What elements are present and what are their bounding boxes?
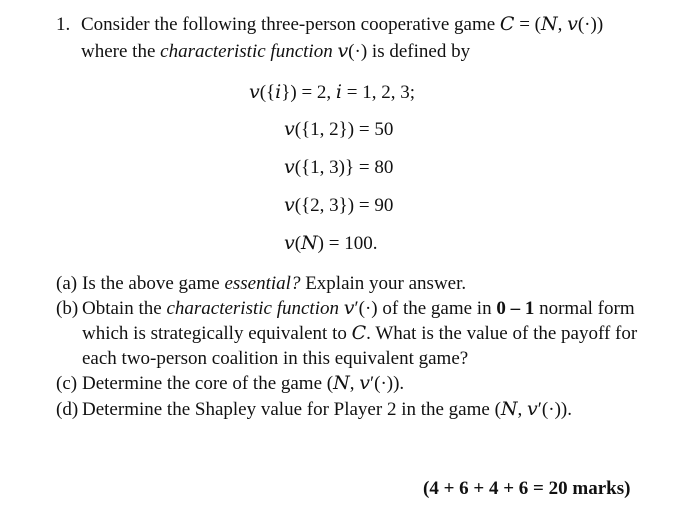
- equation-coalition-13: 𝑣({1, 3)} = 80: [284, 157, 394, 178]
- part-b-label: (b): [56, 298, 79, 319]
- intro-line2-pre: where the: [81, 41, 161, 62]
- equation-coalition-12: 𝑣({1, 2}) = 50: [284, 119, 394, 140]
- equation-singletons: 𝑣({𝑖}) = 2, 𝑖 = 1, 2, 3;: [249, 82, 415, 103]
- intro-line2-post: 𝑣(·) is defined by: [332, 41, 471, 62]
- part-c-text: Determine the core of the game (𝑁, 𝑣′(·)).: [82, 373, 405, 394]
- part-b-line2: which is strategically equivalent to 𝐶. What is the value of the payoff for: [82, 323, 638, 344]
- part-b-mid: 𝑣′(·) of the game in: [339, 298, 497, 319]
- part-b-normal-form: 0 – 1: [496, 298, 535, 319]
- equation-grand-coalition: 𝑣(𝑁) = 100.: [284, 233, 378, 254]
- part-b-term: characteristic function: [166, 298, 339, 319]
- question-number: 1.: [56, 14, 71, 35]
- part-a-post: Explain your answer.: [300, 273, 467, 294]
- part-b-pre: Obtain the: [82, 298, 167, 319]
- part-d-text: Determine the Shapley value for Player 2 in the game (𝑁, 𝑣′(·)).: [82, 399, 572, 420]
- part-a-term: essential?: [224, 273, 301, 294]
- intro-line2-term: characteristic function: [160, 41, 333, 62]
- marks-total: (4 + 6 + 4 + 6 = 20 marks): [423, 478, 631, 499]
- equation-coalition-23: 𝑣({2, 3}) = 90: [284, 195, 394, 216]
- part-a-text: [82, 273, 466, 295]
- part-d-label: (d): [56, 399, 79, 420]
- part-a-pre: Is the above game: [82, 273, 225, 294]
- question-intro-line2: [81, 41, 470, 63]
- part-b-line1: [82, 298, 635, 320]
- part-c-label: (c): [56, 373, 78, 394]
- part-b-line3: each two-person coalition in this equivalent game?: [82, 348, 469, 369]
- question-intro-line1: Consider the following three-person cooperative game 𝐶 = (𝑁, 𝑣(·)): [81, 14, 604, 35]
- part-a-label: (a): [56, 273, 78, 294]
- part-b-post: normal form: [534, 298, 635, 319]
